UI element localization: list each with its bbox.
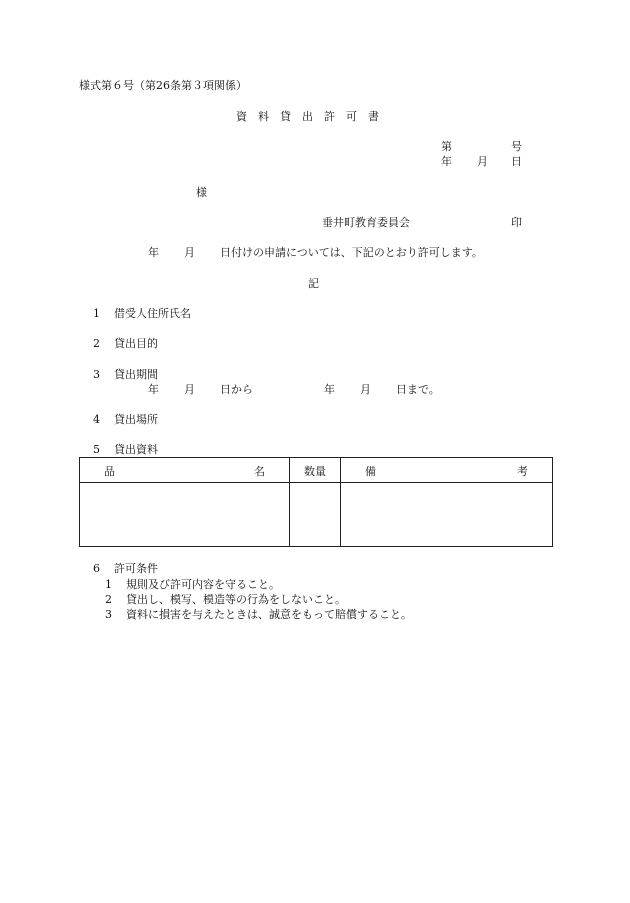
condition-3-text: 資料に損害を与えたときは、誠意をもって賠償すること。 (126, 608, 412, 621)
doc-date-month: 月 (477, 155, 488, 168)
section-5-number: 5 (93, 443, 100, 456)
header-remarks-a: 備 (365, 465, 376, 478)
section-3-number: 3 (93, 368, 100, 381)
seal-mark: 印 (511, 216, 522, 229)
intro-text: 日付けの申請については、下記のとおり許可します。 (220, 246, 483, 259)
section-5-label: 貸出資料 (114, 443, 158, 456)
section-3-label: 貸出期間 (114, 368, 158, 381)
header-remarks-b: 考 (517, 465, 528, 478)
period-from-month: 月 (184, 383, 195, 396)
doc-date-year: 年 (441, 155, 452, 168)
header-item-name-b: 名 (254, 465, 265, 478)
ki-heading: 記 (308, 277, 319, 290)
doc-number-go: 号 (511, 140, 522, 153)
loan-items-table (79, 457, 553, 547)
table-header-row (80, 458, 553, 483)
cell-quantity (290, 483, 341, 547)
addressee-suffix: 様 (196, 186, 207, 199)
header-item-name (80, 458, 290, 483)
condition-2-number: 2 (105, 593, 112, 606)
section-1-label: 借受人住所氏名 (114, 307, 191, 320)
doc-date-day: 日 (511, 155, 522, 168)
cell-remarks (341, 483, 553, 547)
section-2-number: 2 (93, 337, 100, 350)
condition-1-text: 規則及び許可内容を守ること。 (126, 578, 280, 591)
section-2-label: 貸出目的 (114, 337, 158, 350)
section-4-label: 貸出場所 (114, 413, 158, 426)
condition-1-number: 1 (105, 578, 112, 591)
intro-month: 月 (184, 246, 195, 259)
intro-year: 年 (148, 246, 159, 259)
period-to-year: 年 (324, 383, 335, 396)
period-from-year: 年 (148, 383, 159, 396)
section-6-label: 許可条件 (114, 562, 158, 575)
cell-item-name (80, 483, 290, 547)
issuer-name: 垂井町教育委員会 (322, 216, 410, 229)
section-6-number: 6 (93, 562, 100, 575)
header-item-name-a: 品 (104, 465, 115, 478)
form-id: 様式第６号（第26条第３項関係） (79, 79, 247, 92)
header-quantity-label: 数量 (304, 465, 326, 478)
header-remarks (341, 458, 553, 483)
document-title: 資料貸出許可書 (236, 110, 390, 123)
period-from-day: 日から (220, 383, 253, 396)
condition-2-text: 貸出し、模写、模造等の行為をしないこと。 (126, 593, 346, 606)
period-to-month: 月 (360, 383, 371, 396)
condition-3-number: 3 (105, 608, 112, 621)
section-4-number: 4 (93, 413, 100, 426)
header-quantity (290, 458, 341, 483)
doc-number-dai: 第 (441, 140, 452, 153)
section-1-number: 1 (93, 307, 100, 320)
period-to-day: 日まで。 (396, 383, 440, 396)
table-row (80, 483, 553, 547)
